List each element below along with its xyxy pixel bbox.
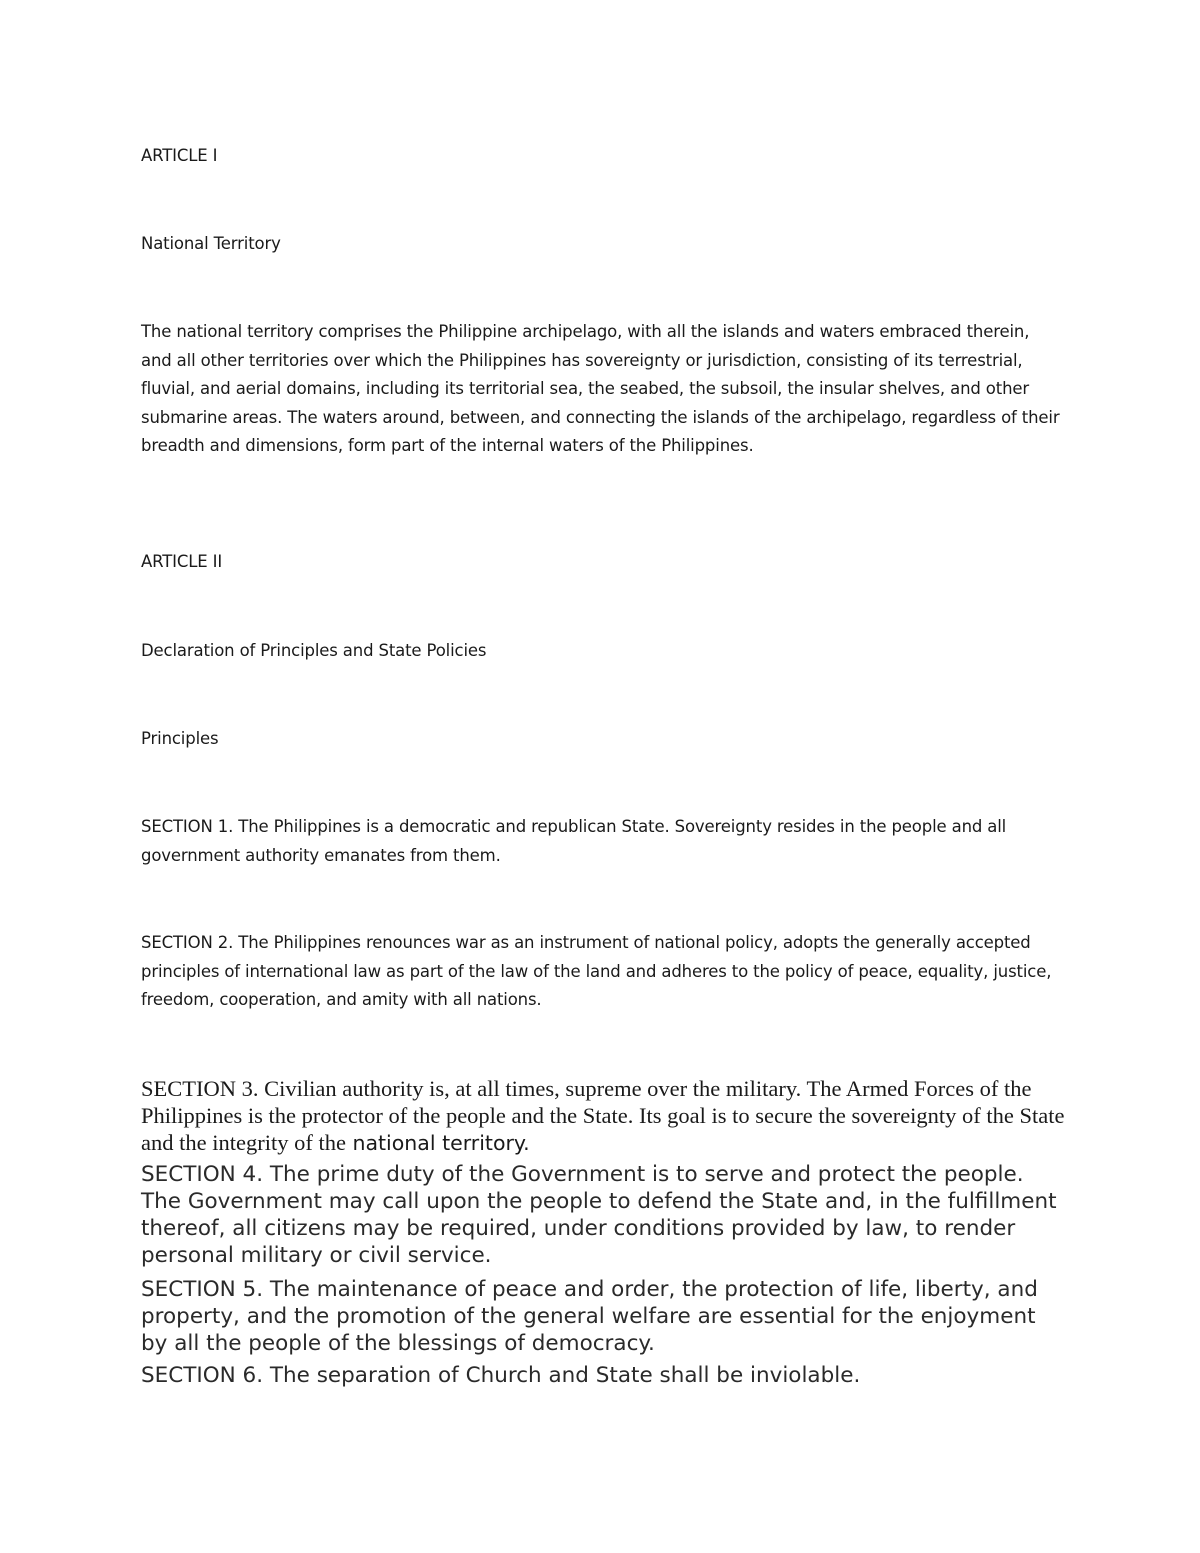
section-6: SECTION 6. The separation of Church and State shall be inviolable.: [141, 1363, 861, 1388]
article-1-heading: ARTICLE I: [141, 146, 218, 165]
section-2: SECTION 2. The Philippines renounces war as an instrument of national policy, adopts the generally accepted principles of international law as part of the law of the land and adheres to the policy of peace, equality, justice, freedom, cooperation, and amity with all nations.: [141, 933, 1052, 1009]
article-1-title: National Territory: [141, 234, 281, 253]
section-3-tail-text: national territory.: [345, 1131, 530, 1155]
article-2-heading: ARTICLE II: [141, 552, 223, 571]
section-4: SECTION 4. The prime duty of the Government is to serve and protect the people. The Government may call upon the people to defend the State and, in the fulfillment thereof, all citizens may be required, under conditions provided by law, to render personal military or civil service.: [141, 1162, 1057, 1268]
principles-subtitle: Principles: [141, 729, 219, 748]
article-1-paragraph: The national territory comprises the Philippine archipelago, with all the islands and waters embraced therein, and all other territories over which the Philippines has sovereignty or jurisdiction, consisting of its terrestrial, fluvial, and aerial domains, including its territorial sea, the seabed, the subsoil, the insular shelves, and other submarine areas. The waters around, between, and connecting the islands of the archipelago, regardless of their breadth and dimensions, form part of the internal waters of the Philippines.: [141, 322, 1060, 455]
article-2-title: Declaration of Principles and State Policies: [141, 641, 487, 660]
section-5: SECTION 5. The maintenance of peace and order, the protection of life, liberty, and property, and the promotion of the general welfare are essential for the enjoyment by all the people of the blessings of democracy.: [141, 1277, 1038, 1356]
section-1: SECTION 1. The Philippines is a democratic and republican State. Sovereignty resides in the people and all government authority emanates from them.: [141, 817, 1007, 865]
section-3: [141, 1075, 1071, 1157]
section-3-main-text: SECTION 3. Civilian authority is, at all times, supreme over the military. The Armed Forces of the Philippines is the protector of the people and the State. Its goal is to secure the sovereignty of the State and the integrity of the: [141, 1076, 1065, 1155]
